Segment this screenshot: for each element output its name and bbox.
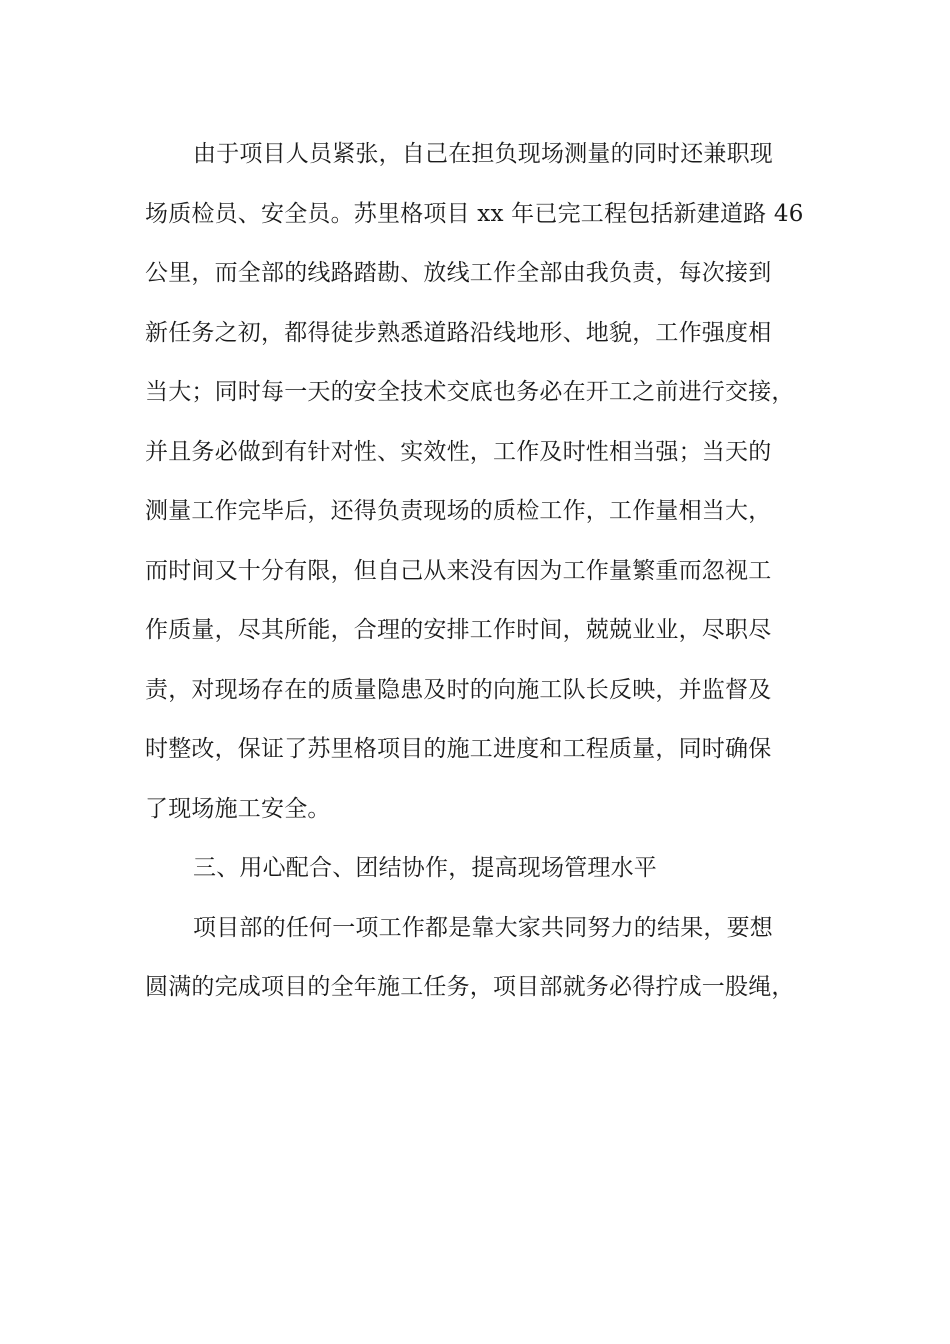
paragraph-line: 项目部的任何一项工作都是靠大家共同努力的结果，要想 — [193, 914, 773, 941]
paragraph-line: 圆满的完成项目的全年施工任务，项目部就务必得拧成一股绳， — [145, 974, 795, 1000]
paragraph-line: 新任务之初，都得徒步熟悉道路沿线地形、地貌，工作强度相 — [145, 319, 772, 346]
paragraph-line: 而时间又十分有限，但自己从来没有因为工作量繁重而忽视工 — [145, 557, 772, 584]
paragraph-line: 作质量，尽其所能，合理的安排工作时间，兢兢业业，尽职尽 — [145, 617, 772, 643]
paragraph-line: 责，对现场存在的质量隐患及时的向施工队长反映，并监督及 — [145, 676, 772, 703]
paragraph-line: 由于项目人员紧张，自己在担负现场测量的同时还兼职现 — [193, 141, 773, 167]
paragraph-line: 测量工作完毕后，还得负责现场的质检工作，工作量相当大， — [145, 498, 772, 524]
paragraph-line: 当大；同时每一天的安全技术交底也务必在开工之前进行交接， — [145, 379, 795, 405]
paragraph-line: 了现场施工安全。 — [145, 795, 331, 822]
paragraph-line: 并且务必做到有针对性、实效性，工作及时性相当强；当天的 — [145, 438, 772, 465]
paragraph-line: 场质检员、安全员。苏里格项目 xx 年已完工程包括新建道路 46 — [145, 200, 804, 227]
paragraph-line: 公里，而全部的线路踏勘、放线工作全部由我负责，每次接到 — [145, 260, 772, 286]
body-text — [145, 130, 825, 1023]
paragraph-line: 时整改，保证了苏里格项目的施工进度和工程质量，同时确保 — [145, 736, 772, 762]
section-heading: 三、用心配合、团结协作，提高现场管理水平 — [193, 855, 657, 881]
